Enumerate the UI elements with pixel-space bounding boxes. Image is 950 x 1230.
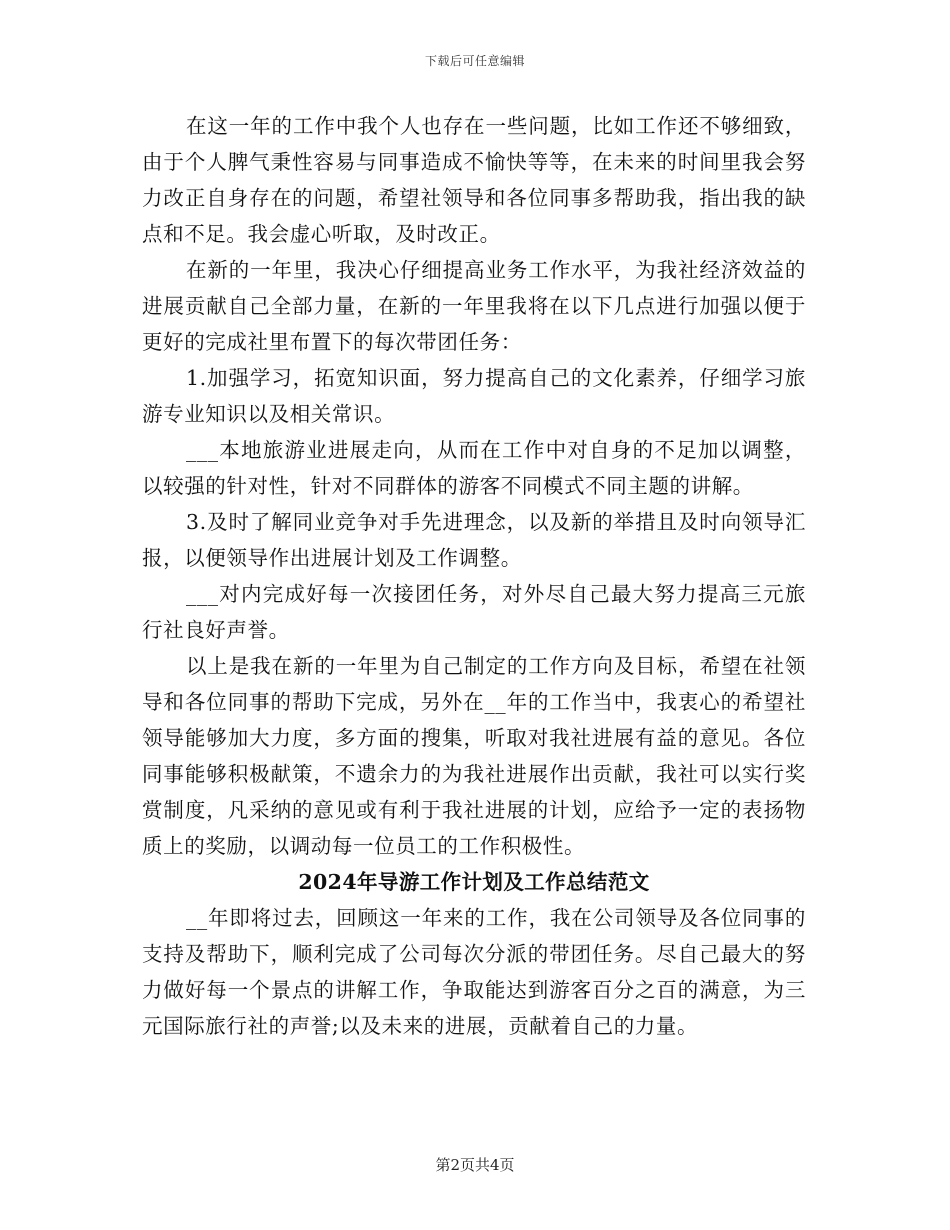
list-item-4: ___对内完成好每一次接团任务，对外尽自己最大努力提高三元旅行社良好声誉。 (142, 582, 806, 642)
page-number: 第2页共4页 (435, 1156, 515, 1174)
list-item-1: 1.加强学习，拓宽知识面，努力提高自己的文化素养，仔细学习旅游专业知识以及相关常识。 (142, 366, 806, 426)
paragraph-problems: 在这一年的工作中我个人也存在一些问题，比如工作还不够细致，由于个人脾气秉性容易与同事造成不愉快等等，在未来的时间里我会努力改正自身存在的问题，希望社领导和各位同事多帮助我，指出我的缺点和不足。我会虚心听取，及时改正。 (142, 114, 806, 246)
page-header: 下载后可任意编辑 (424, 54, 525, 68)
list-item-3: 3.及时了解同业竞争对手先进理念，以及新的举措且及时向领导汇报，以便领导作出进展计划及工作调整。 (142, 510, 806, 570)
document-body (142, 108, 806, 1044)
section-title: 2024年导游工作计划及工作总结范文 (298, 870, 650, 894)
paragraph-summary-intro: __年即将过去，回顾这一年来的工作，我在公司领导及各位同事的支持及帮助下，顺利完成了公司每次分派的带团任务。尽自己最大的努力做好每一个景点的讲解工作，争取能达到游客百分之百的满意，为三元国际旅行社的声誉;以及未来的进展，贡献着自己的力量。 (142, 906, 806, 1038)
list-item-2: ___本地旅游业进展走向，从而在工作中对自身的不足加以调整，以较强的针对性，针对不同群体的游客不同模式不同主题的讲解。 (142, 438, 806, 498)
paragraph-goals: 以上是我在新的一年里为自己制定的工作方向及目标，希望在社领导和各位同事的帮助下完成，另外在__年的工作当中，我衷心的希望社领导能够加大力度，多方面的搜集，听取对我社进展有益的意见。各位同事能够积极献策，不遗余力的为我社进展作出贡献，我社可以实行奖赏制度，凡采纳的意见或有利于我社进展的计划，应给予一定的表扬物质上的奖励，以调动每一位员工的工作积极性。 (142, 654, 806, 858)
paragraph-new-year-resolve: 在新的一年里，我决心仔细提高业务工作水平，为我社经济效益的进展贡献自己全部力量，在新的一年里我将在以下几点进行加强以便于更好的完成社里布置下的每次带团任务： (142, 258, 806, 354)
